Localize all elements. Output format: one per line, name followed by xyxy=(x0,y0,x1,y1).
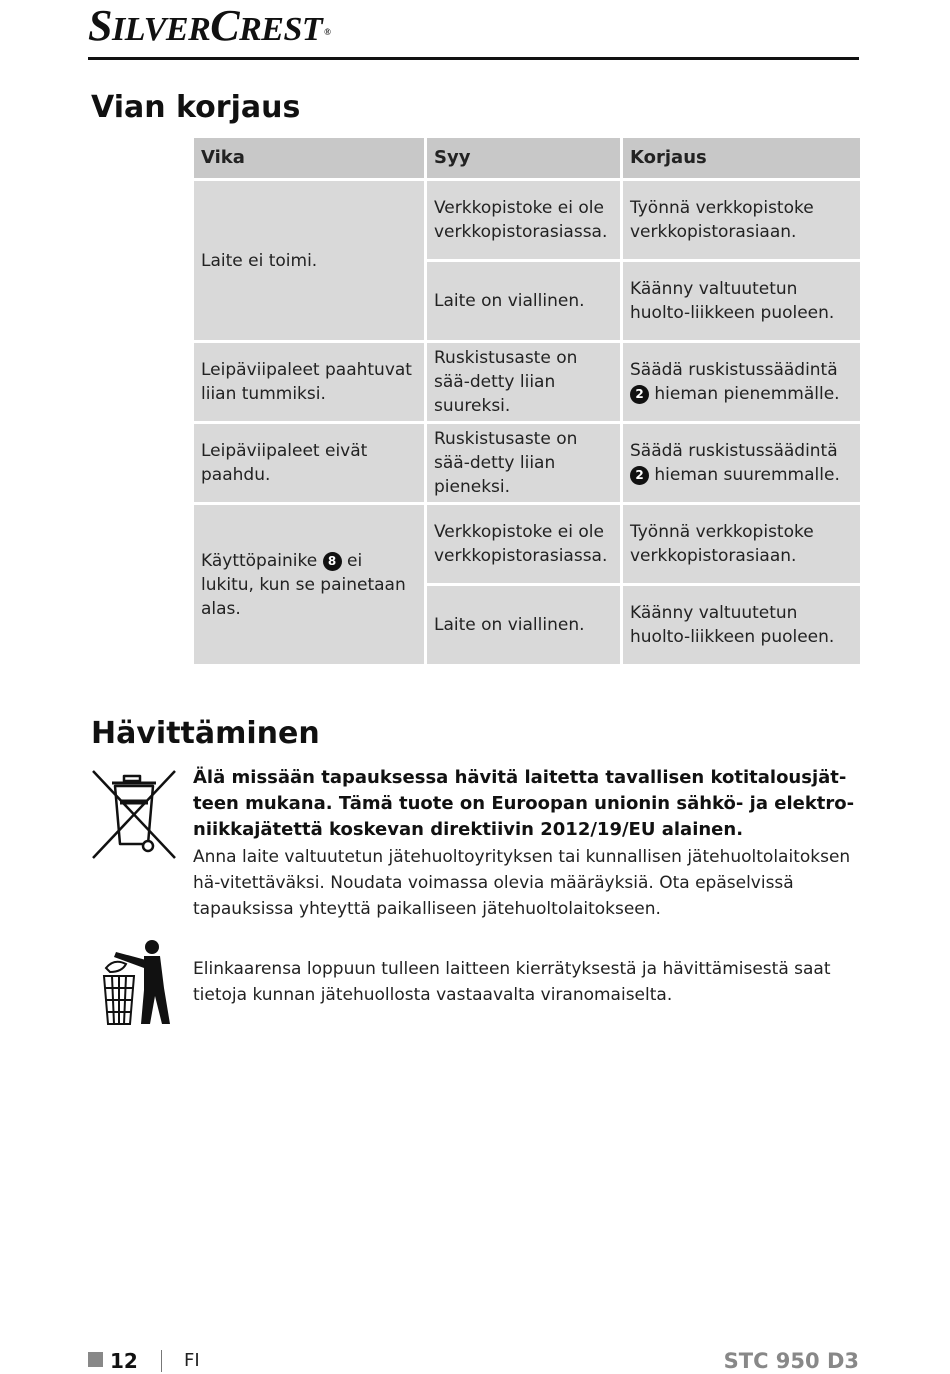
fix-cell: Käänny valtuutetun huolto-liikkeen puoleen. xyxy=(623,586,860,664)
fix-text: hieman suuremmalle. xyxy=(654,465,840,485)
fix-cell xyxy=(623,343,860,421)
troubleshooting-title: Vian korjaus xyxy=(91,90,301,125)
fix-text: Säädä ruskistussäädintä xyxy=(630,360,838,380)
fix-cell: Työnnä verkkopistoke verkkopistorasiaan. xyxy=(623,181,860,259)
cause-cell: Ruskistusaste on sää-detty liian pieneksi. xyxy=(427,424,620,502)
footer-square xyxy=(88,1352,103,1367)
cause-cell: Ruskistusaste on sää-detty liian suureksi. xyxy=(427,343,620,421)
cause-cell: Verkkopistoke ei ole verkkopistorasiassa. xyxy=(427,505,620,583)
disposal-text: Anna laite valtuutetun jätehuoltoyrityksen tai kunnallisen jätehuoltolaitoksen hä-vitettäväksi. Noudata voimassa olevia määräyksiä. Ota epäselvissä tapauksissa yhteyttä paikalliseen jätehuoltolaitokseen. xyxy=(193,847,851,919)
fix-cell: Käänny valtuutetun huolto-liikkeen puoleen. xyxy=(623,262,860,340)
fault-cell xyxy=(194,505,424,664)
part-number-badge: 2 xyxy=(630,385,649,404)
header-cause: Syy xyxy=(427,138,620,178)
troubleshooting-table xyxy=(191,135,863,667)
model-number: STC 950 D3 xyxy=(723,1349,859,1373)
fault-cell: Leipäviipaleet paahtuvat liian tummiksi. xyxy=(194,343,424,421)
part-number-badge: 2 xyxy=(630,466,649,485)
table-header-row xyxy=(194,138,860,178)
disposal-warning: Älä missään tapauksessa hävitä laitetta tavallisen kotitalousjät-teen mukana. Tämä tuote on Euroopan unionin sähkö- ja elektro-niikkajätettä koskevan direktiivin 2012/19/EU alainen. xyxy=(193,767,855,840)
language-code: FI xyxy=(184,1350,200,1371)
fault-cell: Leipäviipaleet eivät paahdu. xyxy=(194,424,424,502)
recycling-info-text: Elinkaarensa loppuun tulleen laitteen kierrätyksestä ja hävittämisestä saat tietoja kunnan jätehuollosta vastaavalta viranomaiselta. xyxy=(193,959,831,1005)
table-row xyxy=(194,505,860,583)
disposal-title: Hävittäminen xyxy=(91,716,320,751)
fix-cell xyxy=(623,424,860,502)
cause-cell: Verkkopistoke ei ole verkkopistorasiassa. xyxy=(427,181,620,259)
brand-logo: SILVERCREST ® xyxy=(88,1,331,50)
header-rule xyxy=(88,57,859,60)
fault-text: ei lukitu, kun se painetaan alas. xyxy=(201,550,406,619)
fix-text: hieman pienemmälle. xyxy=(654,384,840,404)
part-number-badge: 8 xyxy=(323,552,342,571)
footer-separator xyxy=(161,1350,162,1372)
fault-cell: Laite ei toimi. xyxy=(194,181,424,340)
page-number: 12 xyxy=(110,1349,138,1373)
fix-text: Säädä ruskistussäädintä xyxy=(630,441,838,461)
cause-cell: Laite on viallinen. xyxy=(427,262,620,340)
crossed-out-wheelie-bin-icon xyxy=(90,768,180,862)
table-row xyxy=(194,343,860,421)
person-throwing-trash-icon xyxy=(100,938,172,1028)
fault-text: Käyttöpainike xyxy=(201,550,318,571)
header-fix: Korjaus xyxy=(623,138,860,178)
header-fault: Vika xyxy=(194,138,424,178)
fix-cell: Työnnä verkkopistoke verkkopistorasiaan. xyxy=(623,505,860,583)
table-row xyxy=(194,424,860,502)
table-row xyxy=(194,181,860,259)
cause-cell: Laite on viallinen. xyxy=(427,586,620,664)
